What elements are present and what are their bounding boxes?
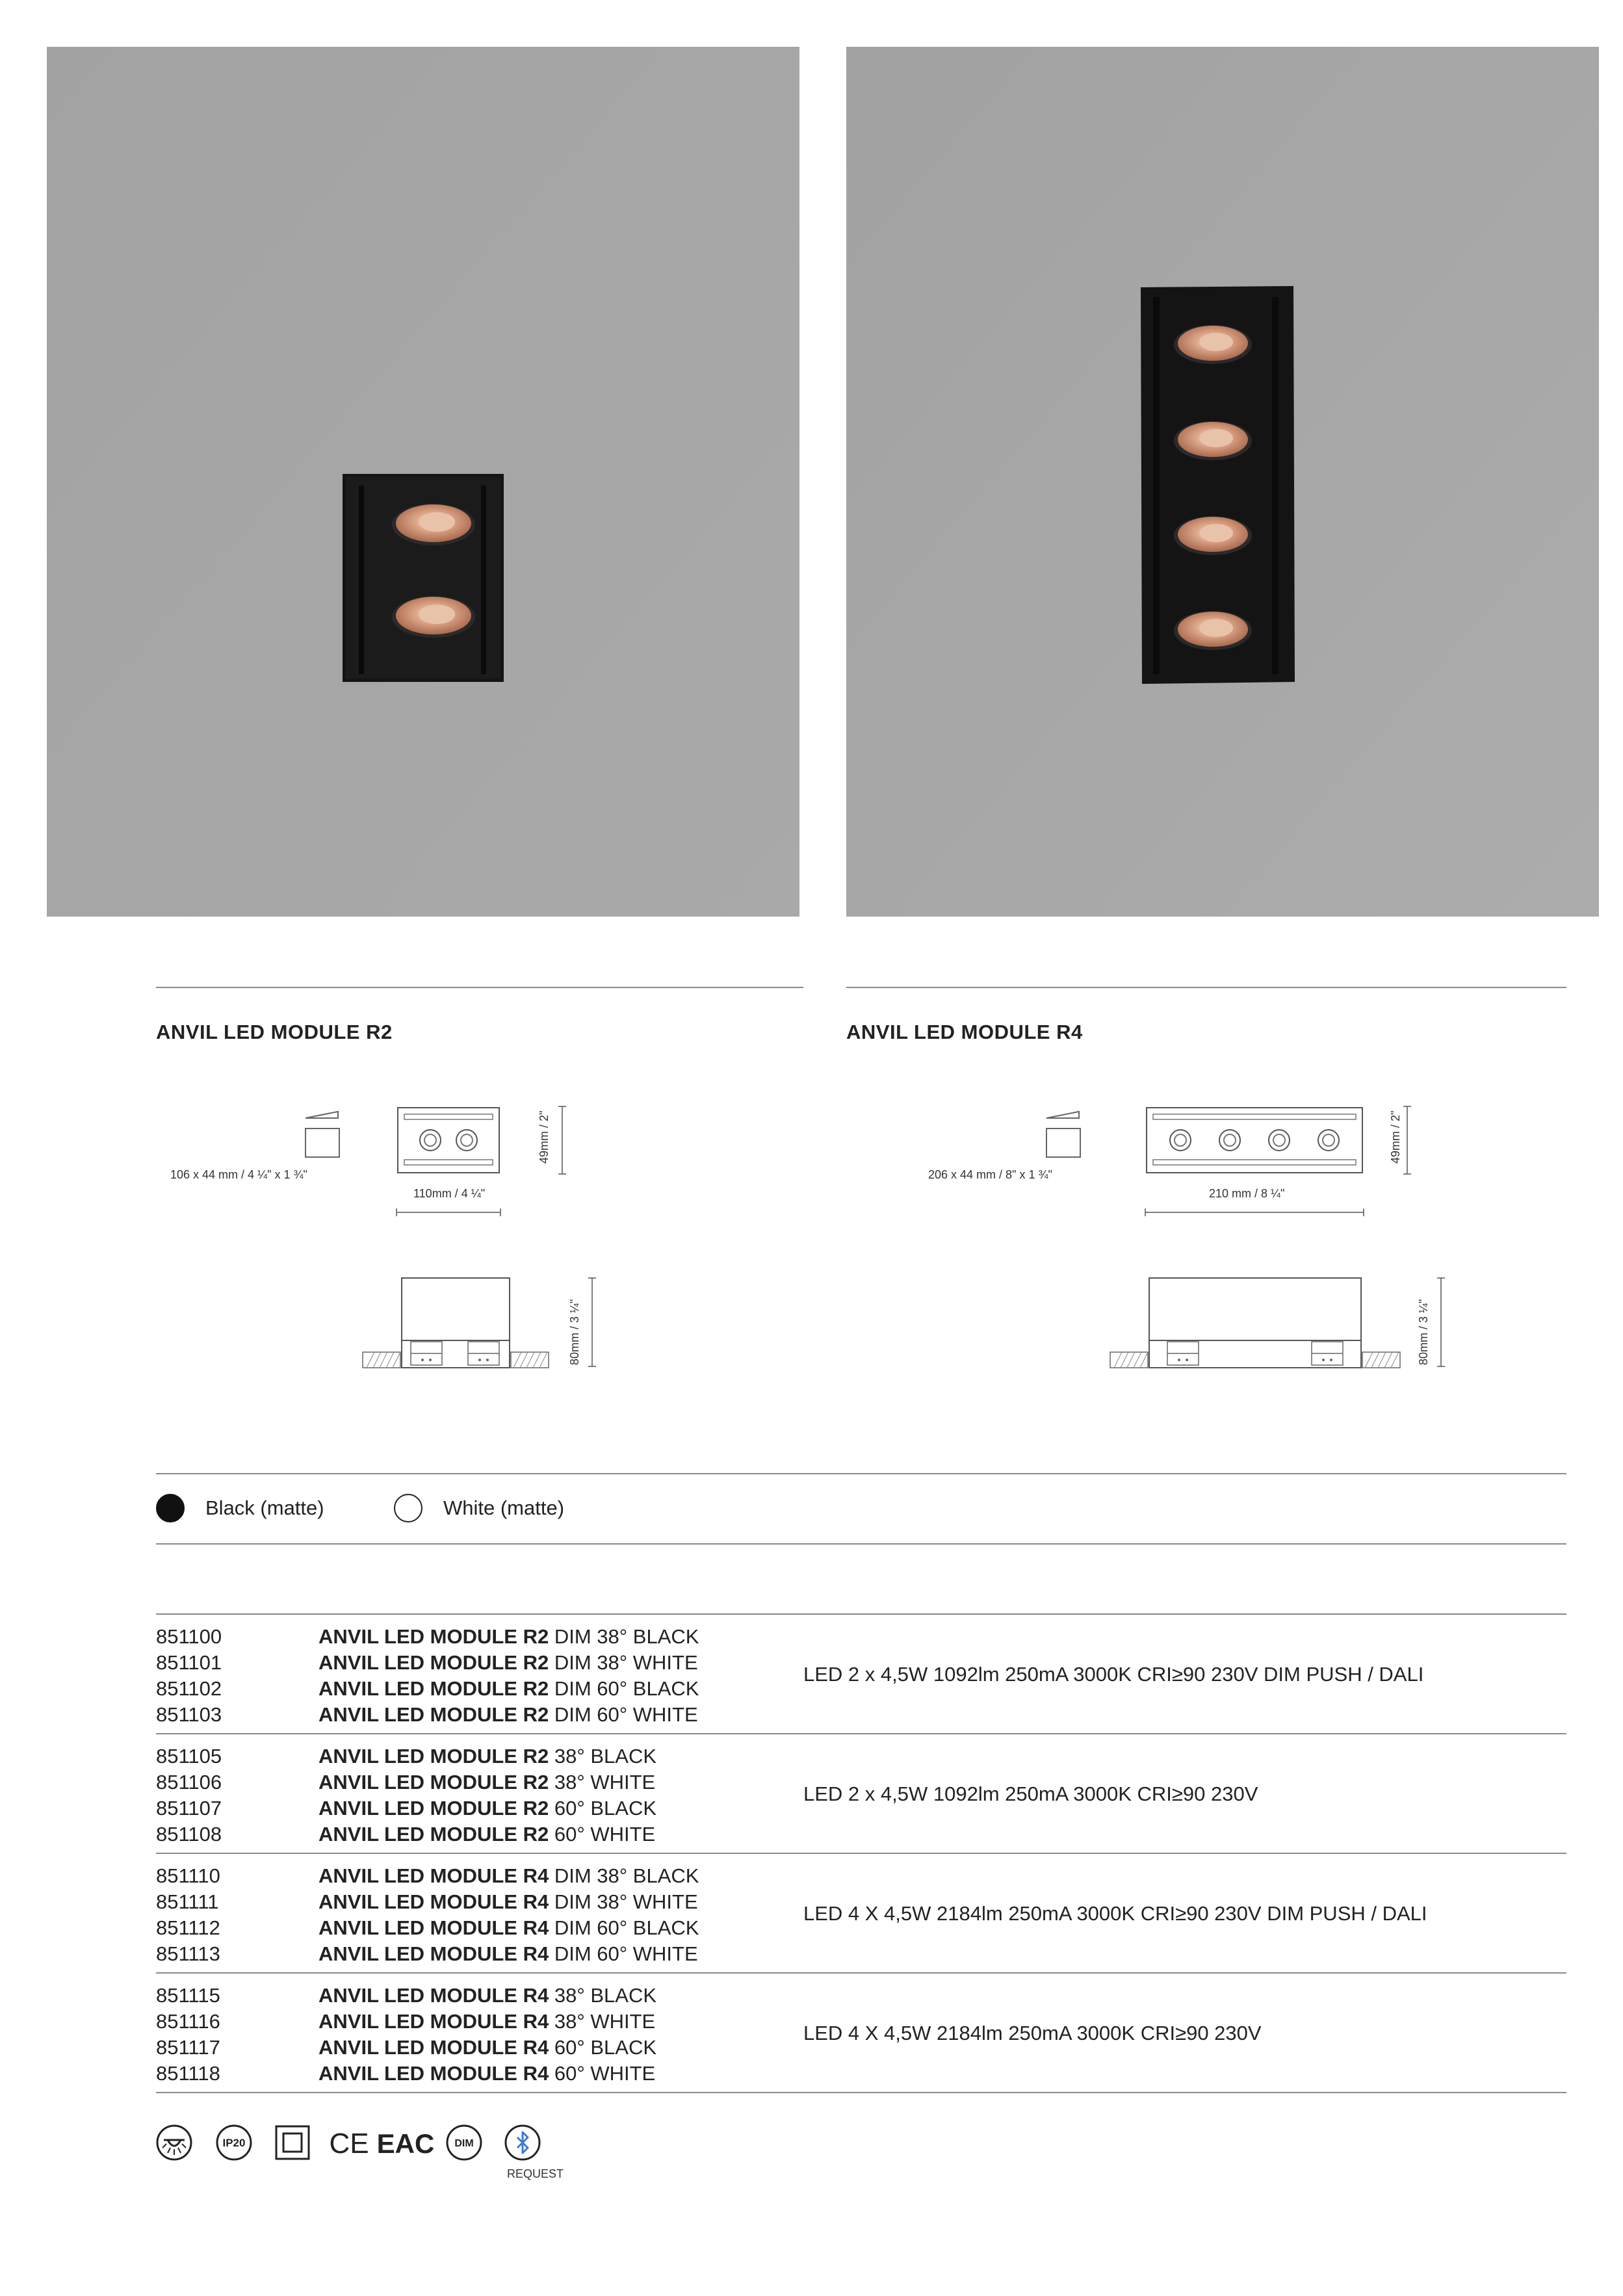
product-name: ANVIL LED MODULE R4 38° BLACK (318, 1984, 657, 2007)
finish-label-black: Black (matte) (205, 1496, 324, 1519)
width-dim-r2 (395, 1208, 502, 1217)
svg-text:DIM: DIM (454, 2138, 474, 2149)
class-ii-icon (273, 2123, 312, 2162)
product-name: ANVIL LED MODULE R2 60° WHITE (318, 1823, 656, 1846)
divider-r4 (846, 987, 1566, 988)
finish-swatch-black (156, 1494, 185, 1522)
ce-icon (328, 2123, 370, 2162)
name-list (318, 1624, 699, 1728)
divider-r2 (156, 987, 803, 988)
product-name: ANVIL LED MODULE R2 DIM 60° BLACK (318, 1677, 699, 1700)
depth-label-r2: 80mm / 3 ¼" (568, 1299, 581, 1365)
side-drawing-r2 (361, 1274, 550, 1372)
product-spec: LED 2 x 4,5W 1092lm 250mA 3000K CRI≥90 230V (803, 1782, 1258, 1805)
product-code: 851110 (156, 1864, 220, 1887)
product-spec: LED 4 X 4,5W 2184lm 250mA 3000K CRI≥90 230V (803, 2022, 1262, 2044)
code-list (156, 1624, 222, 1728)
front-drawing-r4 (1145, 1105, 1364, 1177)
recessed-dimmable-icon (155, 2123, 194, 2162)
table-rule-2 (156, 1853, 1566, 1854)
title-r2: ANVIL LED MODULE R2 (156, 1021, 393, 1043)
product-photo-r2 (47, 47, 799, 917)
cutout-icon-r4 (1043, 1110, 1083, 1162)
name-list (318, 1743, 656, 1847)
product-code: 851116 (156, 2010, 220, 2033)
depth-dim-r2 (588, 1277, 597, 1368)
product-name: ANVIL LED MODULE R4 DIM 38° WHITE (318, 1890, 698, 1913)
svg-text:EAC: EAC (376, 2128, 435, 2159)
name-list (318, 1983, 656, 2087)
width-label-r4: 210 mm / 8 ¼" (1209, 1187, 1285, 1200)
product-code: 851115 (156, 1984, 220, 2007)
product-spec: LED 4 X 4,5W 2184lm 250mA 3000K CRI≥90 230V DIM PUSH / DALI (803, 1902, 1427, 1925)
finish-swatch-white (394, 1494, 422, 1522)
product-photo-r4 (846, 47, 1599, 917)
height-dim-r2 (558, 1105, 567, 1175)
cutout-label-r4: 206 x 44 mm / 8" x 1 ¾" (928, 1168, 1052, 1181)
product-name: ANVIL LED MODULE R4 DIM 38° BLACK (318, 1864, 699, 1887)
width-label-r2: 110mm / 4 ¼" (413, 1187, 486, 1200)
width-dim-r4 (1144, 1208, 1365, 1217)
product-name: ANVIL LED MODULE R2 DIM 60° WHITE (318, 1703, 698, 1726)
product-code: 851103 (156, 1703, 222, 1726)
side-drawing-r4 (1109, 1274, 1401, 1372)
product-code: 851105 (156, 1745, 222, 1768)
product-code: 851113 (156, 1942, 220, 1965)
product-spec: LED 2 x 4,5W 1092lm 250mA 3000K CRI≥90 230V DIM PUSH / DALI (803, 1663, 1424, 1686)
bluetooth-request-label: REQUEST (507, 2167, 564, 2180)
code-list (156, 1743, 222, 1847)
product-code: 851101 (156, 1651, 222, 1674)
table-group-2 (156, 1743, 1566, 1847)
height-dim-r4 (1403, 1105, 1412, 1175)
finish-label-white: White (matte) (443, 1496, 565, 1519)
svg-text:IP20: IP20 (222, 2137, 246, 2149)
product-code: 851107 (156, 1797, 222, 1820)
table-group-1 (156, 1624, 1566, 1728)
product-name: ANVIL LED MODULE R4 DIM 60° WHITE (318, 1942, 698, 1965)
depth-dim-r4 (1436, 1277, 1446, 1368)
svg-text:CE: CE (329, 2128, 369, 2159)
front-drawing-r2 (396, 1105, 500, 1177)
finish-top-rule (156, 1473, 1566, 1474)
product-code: 851112 (156, 1916, 220, 1939)
table-rule-3 (156, 1972, 1566, 1974)
product-name: ANVIL LED MODULE R4 60° WHITE (318, 2062, 656, 2085)
finish-bottom-rule (156, 1543, 1566, 1545)
dim-icon (445, 2123, 484, 2162)
product-code: 851118 (156, 2062, 220, 2085)
product-name: ANVIL LED MODULE R2 DIM 38° WHITE (318, 1651, 698, 1674)
name-list (318, 1863, 699, 1967)
table-group-3 (156, 1863, 1566, 1967)
depth-label-r4: 80mm / 3 ¼" (1417, 1299, 1430, 1365)
fixture-r2 (343, 474, 504, 682)
height-label-r4: 49mm / 2" (1389, 1110, 1402, 1164)
product-name: ANVIL LED MODULE R2 38° WHITE (318, 1771, 656, 1794)
table-group-4 (156, 1983, 1566, 2087)
table-rule-0 (156, 1613, 1566, 1615)
product-code: 851117 (156, 2036, 220, 2059)
code-list (156, 1863, 220, 1967)
product-name: ANVIL LED MODULE R4 DIM 60° BLACK (318, 1916, 699, 1939)
product-name: ANVIL LED MODULE R2 60° BLACK (318, 1797, 657, 1820)
product-name: ANVIL LED MODULE R4 60° BLACK (318, 2036, 657, 2059)
product-name: ANVIL LED MODULE R2 DIM 38° BLACK (318, 1625, 699, 1648)
product-name: ANVIL LED MODULE R2 38° BLACK (318, 1745, 657, 1768)
product-code: 851111 (156, 1890, 219, 1913)
product-code: 851108 (156, 1823, 222, 1846)
product-name: ANVIL LED MODULE R4 38° WHITE (318, 2010, 656, 2033)
title-r4: ANVIL LED MODULE R4 (846, 1021, 1083, 1043)
ip20-icon (214, 2123, 253, 2162)
code-list (156, 1983, 220, 2087)
product-code: 851102 (156, 1677, 222, 1700)
cutout-icon-r2 (302, 1110, 342, 1162)
cutout-label-r2: 106 x 44 mm / 4 ¼" x 1 ¾" (170, 1168, 307, 1181)
eac-icon (376, 2123, 435, 2162)
table-rule-1 (156, 1733, 1566, 1734)
fixture-r4 (1141, 286, 1295, 684)
product-code: 851100 (156, 1625, 222, 1648)
table-rule-4 (156, 2092, 1566, 2093)
bluetooth-icon (503, 2123, 542, 2162)
product-code: 851106 (156, 1771, 222, 1794)
height-label-r2: 49mm / 2" (538, 1110, 551, 1164)
